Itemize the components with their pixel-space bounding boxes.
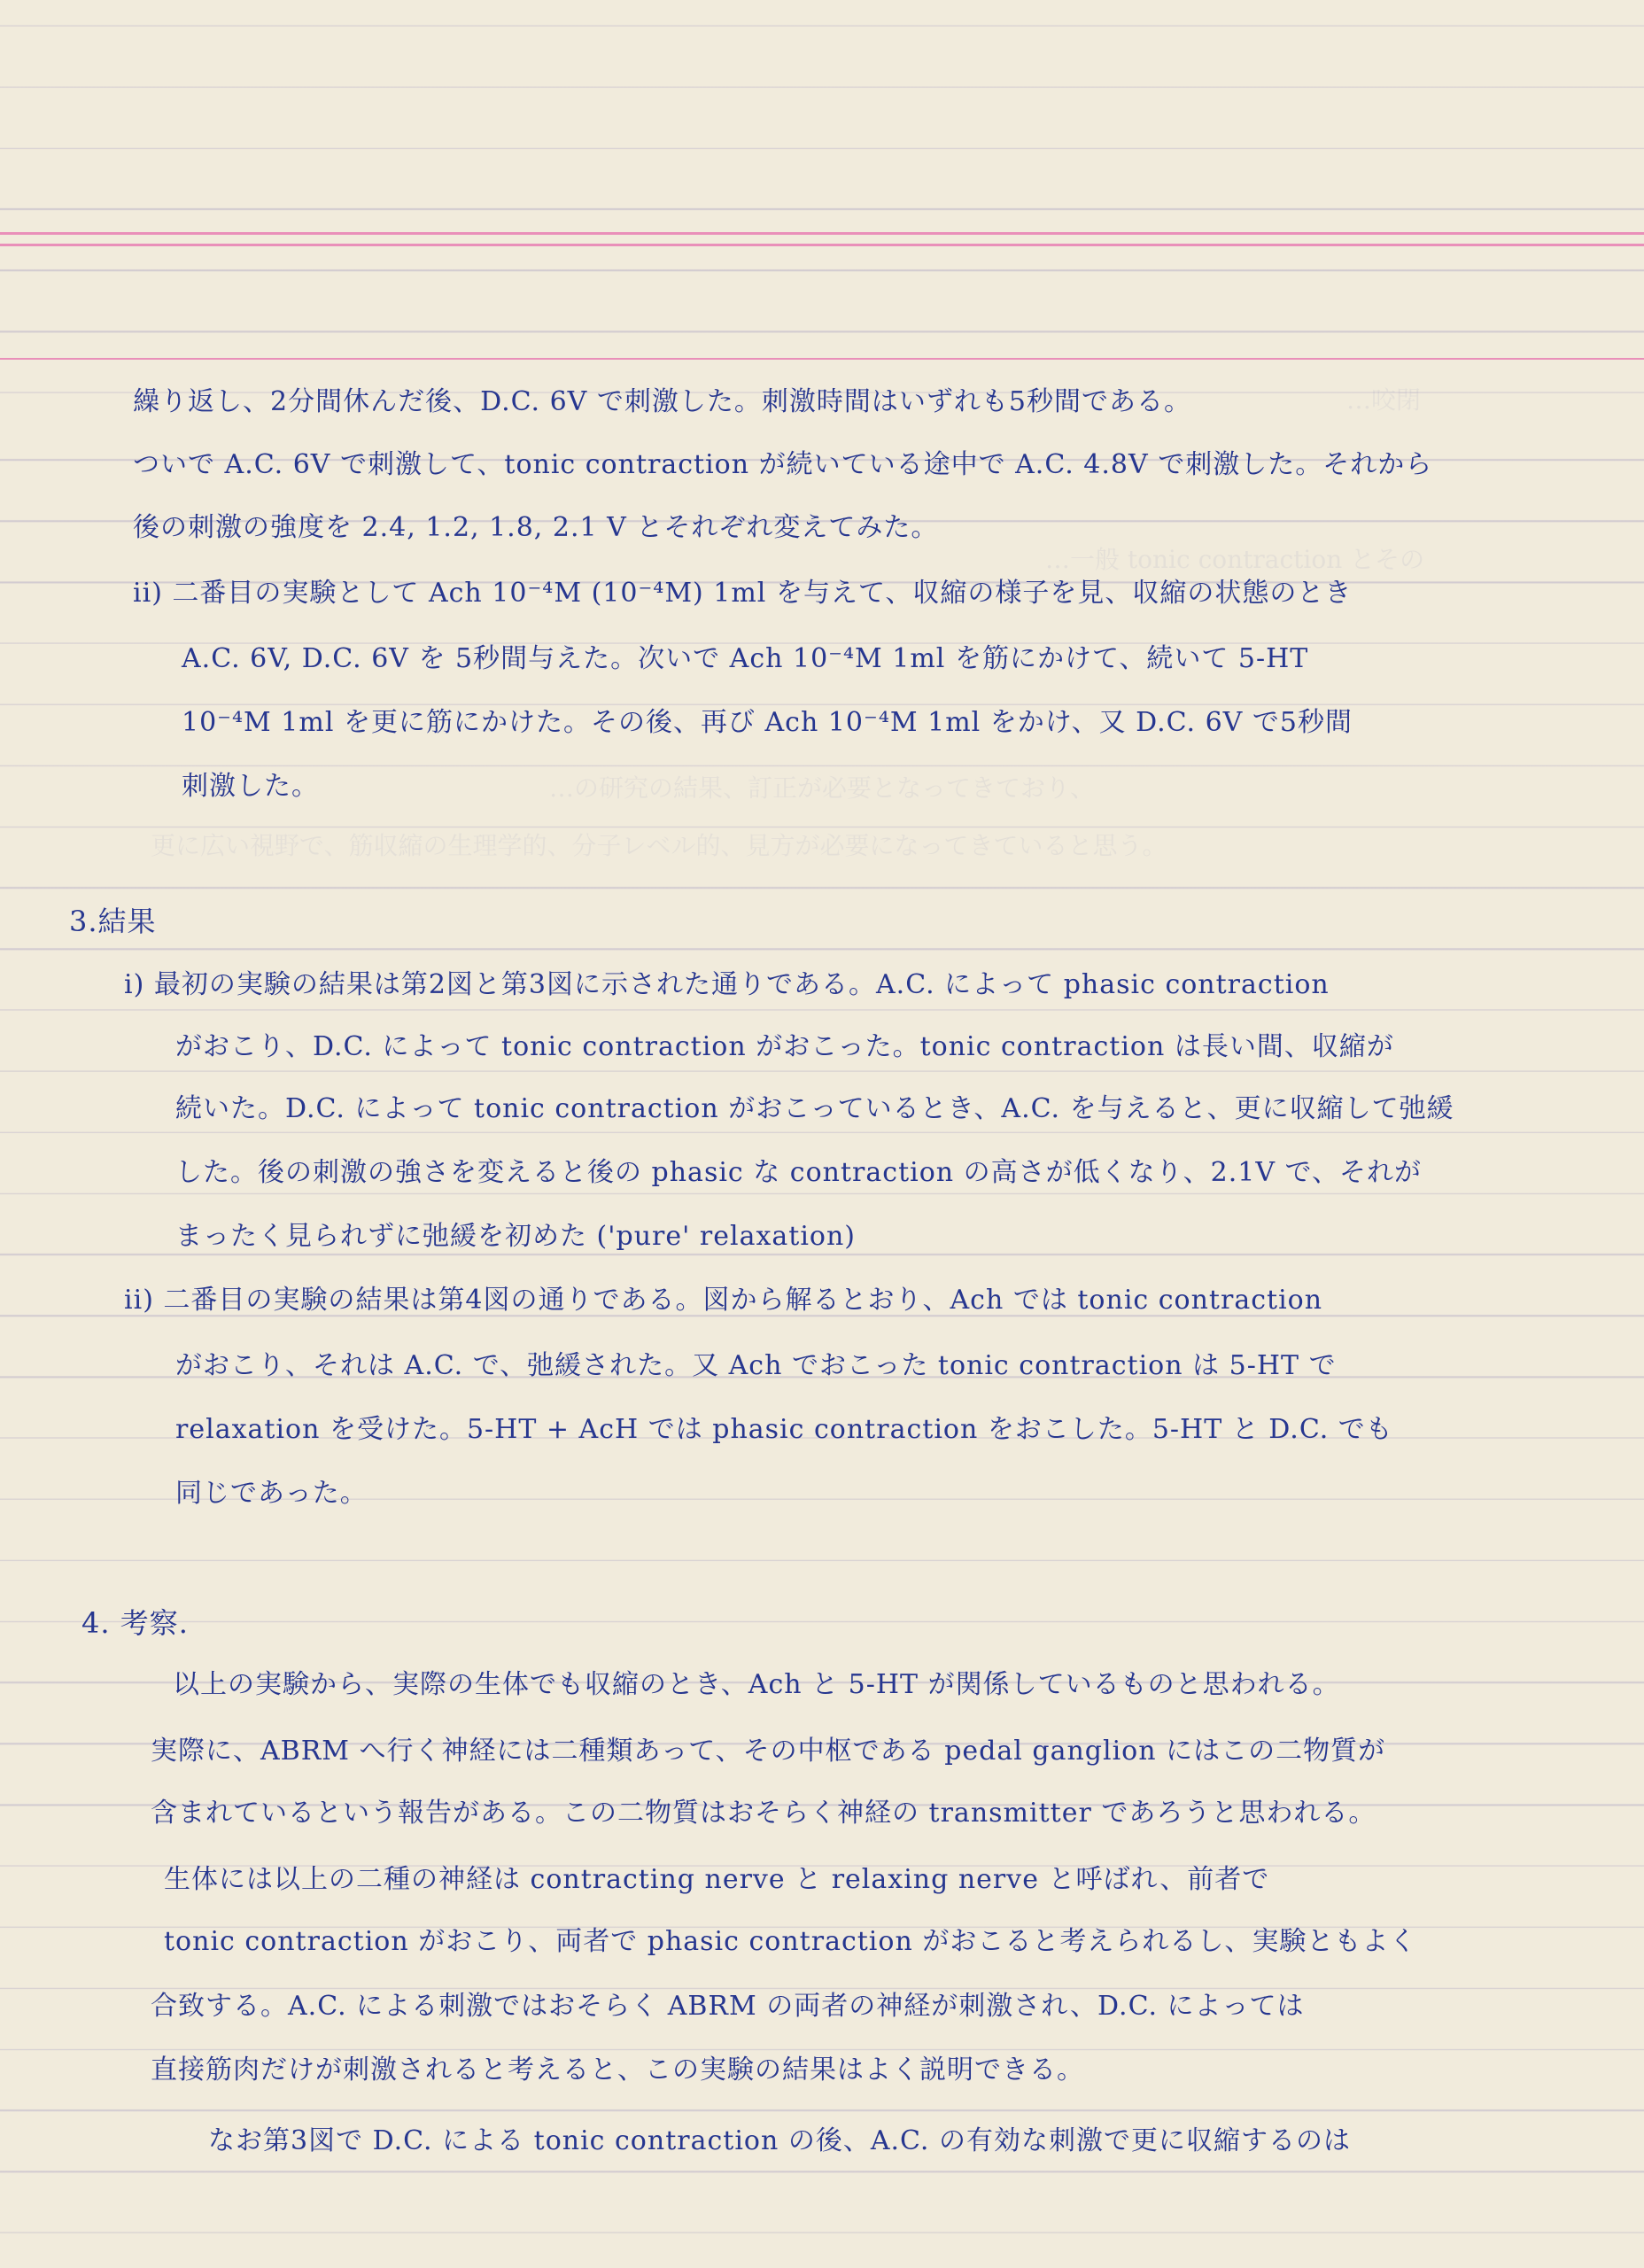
discussion-line: 含まれているという報告がある。この二物質はおそらく神経の transmitter であろうと思われる。 — [151, 1798, 1376, 1829]
results-ii-line: ii) 二番目の実験の結果は第4図の通りである。図から解るとおり、Ach では tonic contraction — [124, 1285, 1323, 1316]
results-i-line: した。後の刺激の強さを変えると後の phasic な contraction の高さが低くなり、2.1V で、それが — [175, 1157, 1422, 1188]
bleed-through-text: 更に広い視野で、筋収縮の生理学的、分子レベル的、見方が必要になってきていると思う。 — [151, 831, 1167, 860]
results-ii-line: 同じであった。 — [175, 1478, 368, 1509]
header-rule — [0, 358, 1644, 360]
top-margin-rule-lower — [0, 244, 1644, 246]
bleed-through-text: …咬閉 — [1346, 385, 1422, 415]
bleed-through-text: …一般 tonic contraction とその — [1045, 545, 1425, 574]
bleed-through-text: …の研究の結果、訂正が必要となってきており、 — [549, 773, 1096, 803]
method-ii-line: 刺激した。 — [182, 771, 319, 802]
top-margin-rule — [0, 232, 1644, 235]
method-line: 後の刺激の強度を 2.4, 1.2, 1.8, 2.1 V とそれぞれ変えてみた。 — [133, 512, 939, 543]
discussion-line: なお第3図で D.C. による tonic contraction の後、A.C. の有効な刺激で更に収縮するのは — [208, 2125, 1352, 2156]
method-line: ついで A.C. 6V で刺激して、tonic contraction が続いている途中で A.C. 4.8V で刺激した。それから — [133, 449, 1433, 480]
discussion-line: 以上の実験から、実際の生体でも収縮のとき、Ach と 5-HT が関係しているものと思われる。 — [173, 1669, 1340, 1700]
results-ii-line: relaxation を受けた。5-HT + AcH では phasic contraction をおこした。5-HT と D.C. でも — [175, 1414, 1393, 1445]
discussion-line: 合致する。A.C. による刺激ではおそらく ABRM の両者の神経が刺激され、D.C. によっては — [151, 1991, 1305, 2022]
discussion-line: tonic contraction がおこり、両者で phasic contraction がおこると考えられるし、実験ともよく — [164, 1926, 1417, 1957]
method-ii-line: ii) 二番目の実験として Ach 10⁻⁴M (10⁻⁴M) 1ml を与えて、収縮の様子を見、収縮の状態のとき — [133, 578, 1353, 609]
results-i-line: まったく見られずに弛緩を初めた ('pure' relaxation) — [175, 1221, 857, 1252]
discussion-line: 実際に、ABRM へ行く神経には二種類あって、その中枢である pedal ganglion にはこの二物質が — [151, 1736, 1386, 1767]
method-ii-line: 10⁻⁴M 1ml を更に筋にかけた。その後、再び Ach 10⁻⁴M 1ml をかけ、又 D.C. 6V で5秒間 — [182, 707, 1353, 738]
results-i-line: 続いた。D.C. によって tonic contraction がおこっているとき、A.C. を与えると、更に収縮して弛緩 — [175, 1093, 1454, 1124]
results-i-line: i) 最初の実験の結果は第2図と第3図に示された通りである。A.C. によって phasic contraction — [124, 969, 1330, 1000]
discussion-heading: 4. 考察. — [81, 1606, 189, 1640]
results-i-line: がおこり、D.C. によって tonic contraction がおこった。tonic contraction は長い間、収縮が — [175, 1031, 1394, 1062]
results-heading: 3.結果 — [69, 905, 157, 938]
discussion-line: 直接筋肉だけが刺激されると考えると、この実験の結果はよく説明できる。 — [151, 2054, 1084, 2085]
method-ii-line: A.C. 6V, D.C. 6V を 5秒間与えた。次いで Ach 10⁻⁴M 1ml を筋にかけて、続いて 5-HT — [182, 643, 1309, 674]
discussion-line: 生体には以上の二種の神経は contracting nerve と relaxing nerve と呼ばれ、前者で — [164, 1864, 1270, 1895]
method-line: 繰り返し、2分間休んだ後、D.C. 6V で刺激した。刺激時間はいずれも5秒間である。 — [133, 386, 1191, 417]
results-ii-line: がおこり、それは A.C. で、弛緩された。又 Ach でおこった tonic contraction は 5-HT で — [175, 1350, 1337, 1381]
